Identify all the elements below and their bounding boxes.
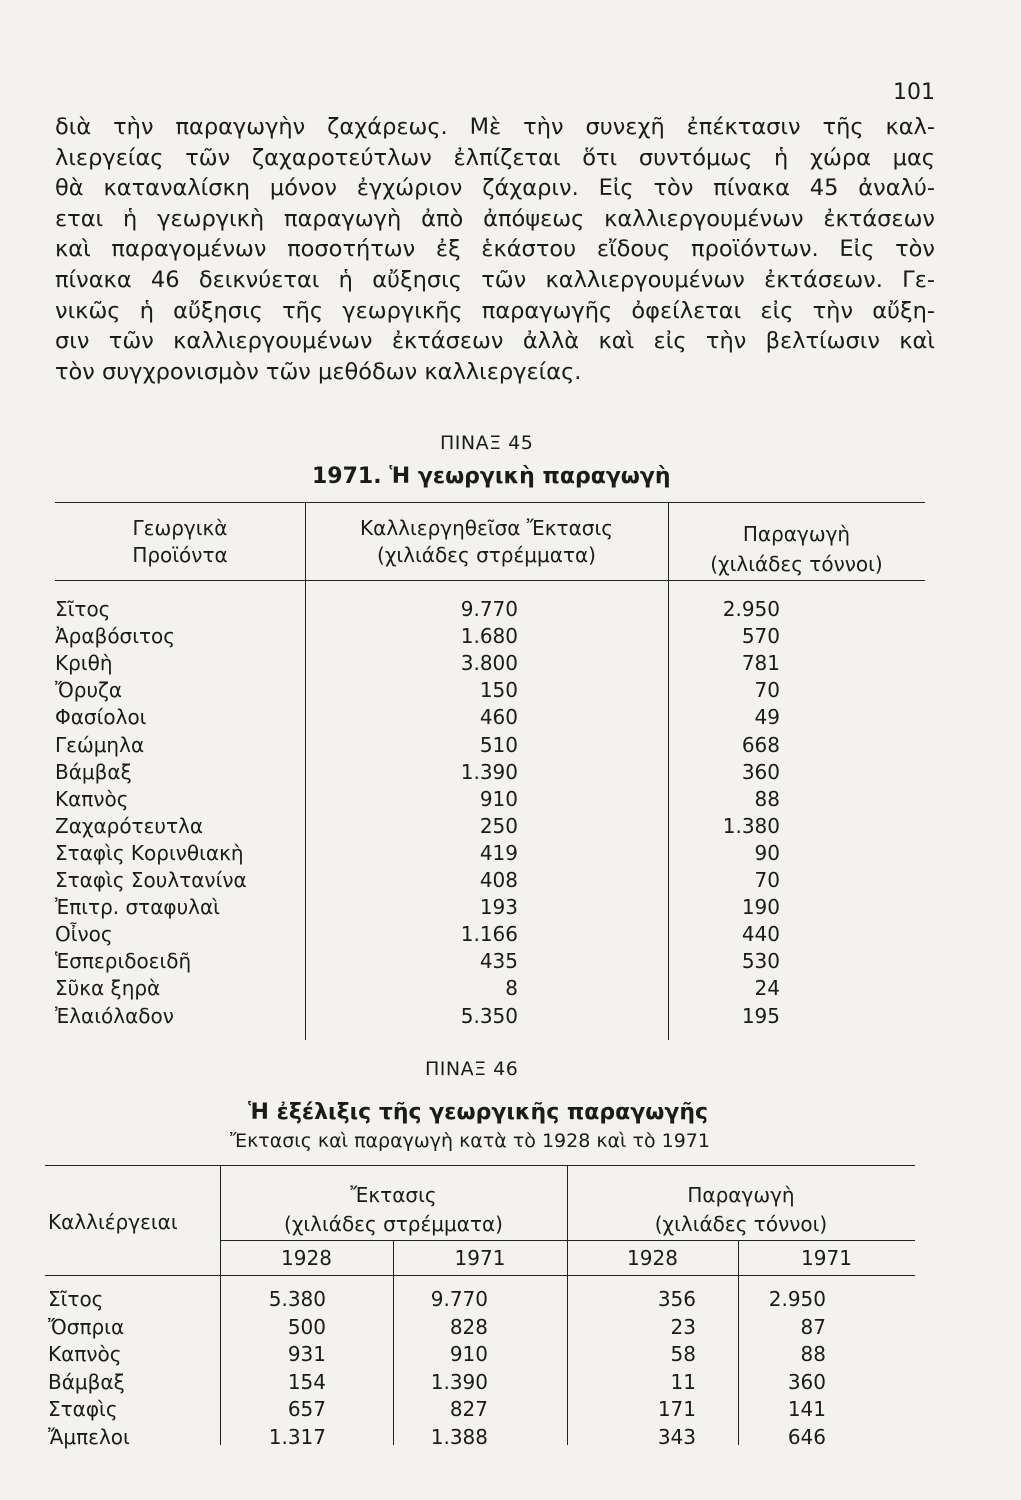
table-45-cell-product: Ἑσπεριδοειδῆ	[55, 949, 192, 974]
paragraph-line: εται ἡ γεωργικὴ παραγωγὴ ἀπὸ ἀπόψεως καλλιεργουμένων ἐκτάσεων	[55, 205, 935, 232]
table-45-cell-area: 510	[479, 732, 518, 757]
table-46-subtitle: Ἔκτασις καὶ παραγωγὴ κατὰ τὸ 1928 καὶ τὸ 1971	[230, 1130, 710, 1152]
table-45-header-product: Γεωργικὰ	[132, 516, 228, 540]
table-46-cell-production-1928: 171	[657, 1397, 696, 1422]
table-46-cell-production-1971: 141	[787, 1397, 826, 1422]
table-45-cell-production: 90	[754, 840, 780, 865]
table-46-cell-area-1971: 828	[449, 1314, 488, 1339]
table-46-cell-area-1971: 1.390	[430, 1369, 488, 1394]
body-paragraph	[55, 112, 935, 387]
table-45-cell-product: Κριθὴ	[55, 651, 113, 676]
table-46-cell-production-1971: 646	[787, 1425, 826, 1449]
table-46-cell-crop: Καπνὸς	[48, 1342, 122, 1367]
table-46-header-year: 1928	[281, 1246, 332, 1270]
table-46-cell-area-1928: 5.380	[268, 1287, 326, 1311]
table-45-top-rule	[55, 502, 925, 503]
table-46-cell-production-1971: 87	[800, 1314, 826, 1339]
table-46-label: ΠΙΝΑΞ 46	[425, 1058, 519, 1080]
table-45-cell-product: Σταφὶς Σουλτανίνα	[55, 868, 247, 892]
table-45-cell-area: 5.350	[460, 1003, 518, 1028]
paragraph-line: πίνακα 46 δεικνύεται ἡ αὔξησις τῶν καλλιεργουμένων ἐκτάσεων. Γε-	[55, 266, 935, 293]
table-45-cell-production: 24	[754, 976, 780, 1001]
table-45-header-rule	[55, 580, 925, 581]
table-46-cell-production-1928: 356	[657, 1287, 696, 1311]
table-45-cell-production: 2.950	[722, 597, 780, 621]
table-46-cell-production-1928: 23	[670, 1314, 696, 1339]
table-45-cell-area: 408	[479, 868, 518, 892]
table-45-cell-product: Φασίολοι	[55, 705, 147, 730]
table-45-cell-product: Σῖτος	[55, 597, 111, 621]
table-45-header-production: Παραγωγὴ	[742, 522, 851, 546]
table-45-cell-production: 360	[741, 759, 780, 784]
table-45-cell-product: Ζαχαρότευτλα	[55, 813, 204, 838]
table-45-divider-2	[668, 502, 669, 1040]
paragraph-line: θὰ καταναλίσκη μόνον ἐγχώριον ζάχαριν. Εἰς τὸν πίνακα 45 ἀναλύ-	[55, 175, 935, 202]
table-45-cell-production: 781	[741, 651, 780, 676]
table-45-cell-area: 150	[479, 678, 518, 703]
table-45-cell-area: 193	[479, 895, 518, 920]
table-46-header-production-unit: (χιλιάδες τόννοι)	[654, 1212, 828, 1236]
table-46-cell-area-1928: 500	[287, 1314, 326, 1339]
table-45-header-product-sub: Προϊόντα	[132, 543, 228, 567]
table-46-cell-area-1928: 931	[287, 1342, 326, 1367]
table-45-cell-product: Ἐπιτρ. σταφυλαὶ	[55, 895, 220, 920]
table-45-cell-area: 435	[479, 949, 518, 974]
table-45-cell-area: 250	[479, 813, 518, 838]
table-46-cell-area-1928: 657	[287, 1397, 326, 1422]
table-46-cell-production-1928: 58	[670, 1342, 696, 1367]
table-45-cell-production: 668	[741, 732, 780, 757]
table-45-cell-production: 49	[754, 705, 780, 730]
table-46-header-year: 1971	[454, 1246, 506, 1270]
paragraph-line: τὸν συγχρονισμὸν τῶν μεθόδων καλλιεργείας.	[55, 358, 582, 385]
paragraph-line: καὶ παραγομένων ποσοτήτων ἐξ ἑκάστου εἴδους προϊόντων. Εἰς τὸν	[55, 236, 935, 263]
table-45-header-area: Καλλιεργηθεῖσα Ἔκτασις	[360, 516, 613, 540]
table-45-cell-production: 70	[754, 868, 780, 892]
table-45-cell-product: Γεώμηλα	[55, 732, 145, 757]
table-46-cell-area-1928: 1.317	[268, 1425, 326, 1449]
table-45-title: 1971. Ἡ γεωργικὴ παραγωγὴ	[312, 464, 671, 489]
table-46-header-rule	[45, 1275, 915, 1276]
table-45-cell-product: Σῦκα ξηρὰ	[55, 976, 161, 1001]
table-45-header-production-unit: (χιλιάδες τόννοι)	[710, 552, 883, 576]
table-45-cell-area: 1.166	[460, 922, 518, 947]
table-45-cell-product: Καπνὸς	[55, 786, 129, 811]
paragraph-line: λιεργείας τῶν ζαχαροτεύτλων ἐλπίζεται ὅτι συντόμως ἡ χώρα μας	[55, 144, 935, 171]
table-45-divider-1	[305, 502, 306, 1040]
table-45-cell-area: 419	[479, 840, 518, 865]
table-45-cell-production: 70	[754, 678, 780, 703]
table-45-cell-production: 1.380	[722, 813, 780, 838]
table-46-cell-production-1971: 2.950	[768, 1287, 826, 1311]
page-number: 101	[893, 80, 935, 105]
paragraph-line: σιν τῶν καλλιεργουμένων ἐκτάσεων ἀλλὰ καὶ εἰς τὴν βελτίωσιν καὶ	[55, 328, 935, 355]
table-46-header-area-unit: (χιλιάδες στρέμματα)	[284, 1212, 503, 1236]
table-45-cell-product: Οἶνος	[55, 922, 113, 947]
table-46-cell-crop: Σῖτος	[48, 1287, 104, 1311]
table-46-header-area: Ἔκτασις	[350, 1183, 437, 1207]
table-46-header-year: 1971	[801, 1246, 852, 1270]
table-46-cell-production-1971: 88	[800, 1342, 826, 1367]
table-45-header-area-unit: (χιλιάδες στρέμματα)	[377, 543, 596, 567]
table-46-header-production: Παραγωγὴ	[687, 1183, 795, 1207]
table-45-cell-production: 440	[741, 922, 780, 947]
table-45-cell-product: Ὄρυζα	[55, 678, 123, 703]
table-46-divider-2	[393, 1240, 394, 1445]
table-45-cell-production: 88	[754, 786, 780, 811]
table-46-cell-area-1928: 154	[287, 1369, 326, 1394]
table-45-cell-production: 570	[741, 624, 780, 649]
table-46-divider-3	[567, 1165, 568, 1445]
table-46-cell-crop: Βάμβαξ	[48, 1369, 125, 1394]
table-46-top-rule	[45, 1165, 915, 1166]
table-45-cell-area: 9.770	[460, 597, 518, 621]
table-45-cell-product: Σταφὶς Κορινθιακὴ	[55, 840, 244, 865]
table-45-cell-area: 8	[505, 976, 518, 1001]
table-45-cell-product: Βάμβαξ	[55, 759, 132, 784]
table-45-cell-area: 460	[479, 705, 518, 730]
table-45-label: ΠΙΝΑΞ 45	[440, 432, 534, 454]
table-46-cell-crop: Ὄσπρια	[48, 1314, 125, 1339]
paragraph-line: νικῶς ἡ αὔξησις τῆς γεωργικῆς παραγωγῆς ὀφείλεται εἰς τὴν αὔξη-	[55, 297, 935, 324]
table-45-cell-area: 3.800	[460, 651, 518, 676]
table-46-cell-crop: Σταφὶς	[48, 1397, 118, 1422]
table-46-cell-area-1971: 910	[449, 1342, 488, 1367]
table-46-header-year: 1928	[627, 1246, 678, 1270]
table-46-header-crops: Καλλιέργειαι	[48, 1210, 178, 1234]
table-45-cell-production: 190	[741, 895, 780, 920]
table-45-cell-area: 1.680	[460, 624, 518, 649]
table-46-title: Ἡ ἐξέλιξις τῆς γεωργικῆς παραγωγῆς	[248, 1100, 709, 1125]
table-46-cell-production-1928: 343	[657, 1425, 696, 1449]
paragraph-line: διὰ τὴν παραγωγὴν ζαχάρεως. Μὲ τὴν συνεχῆ ἐπέκτασιν τῆς καλ-	[55, 114, 935, 140]
table-45-cell-production: 530	[741, 949, 780, 974]
table-46-cell-crop: Ἄμπελοι	[48, 1425, 130, 1449]
table-45-cell-production: 195	[741, 1003, 780, 1028]
table-45-cell-area: 1.390	[460, 759, 518, 784]
table-46-cell-area-1971: 9.770	[430, 1287, 488, 1311]
table-45-cell-area: 910	[479, 786, 518, 811]
table-46-cell-production-1928: 11	[670, 1369, 696, 1394]
table-45-cell-product: Ἐλαιόλαδον	[55, 1003, 174, 1028]
table-46-cell-area-1971: 827	[449, 1397, 488, 1422]
table-45-cell-product: Ἀραβόσιτος	[55, 624, 176, 649]
table-46-divider-1	[220, 1165, 221, 1445]
table-46-cell-production-1971: 360	[787, 1369, 826, 1394]
table-46-cell-area-1971: 1.388	[430, 1425, 488, 1449]
